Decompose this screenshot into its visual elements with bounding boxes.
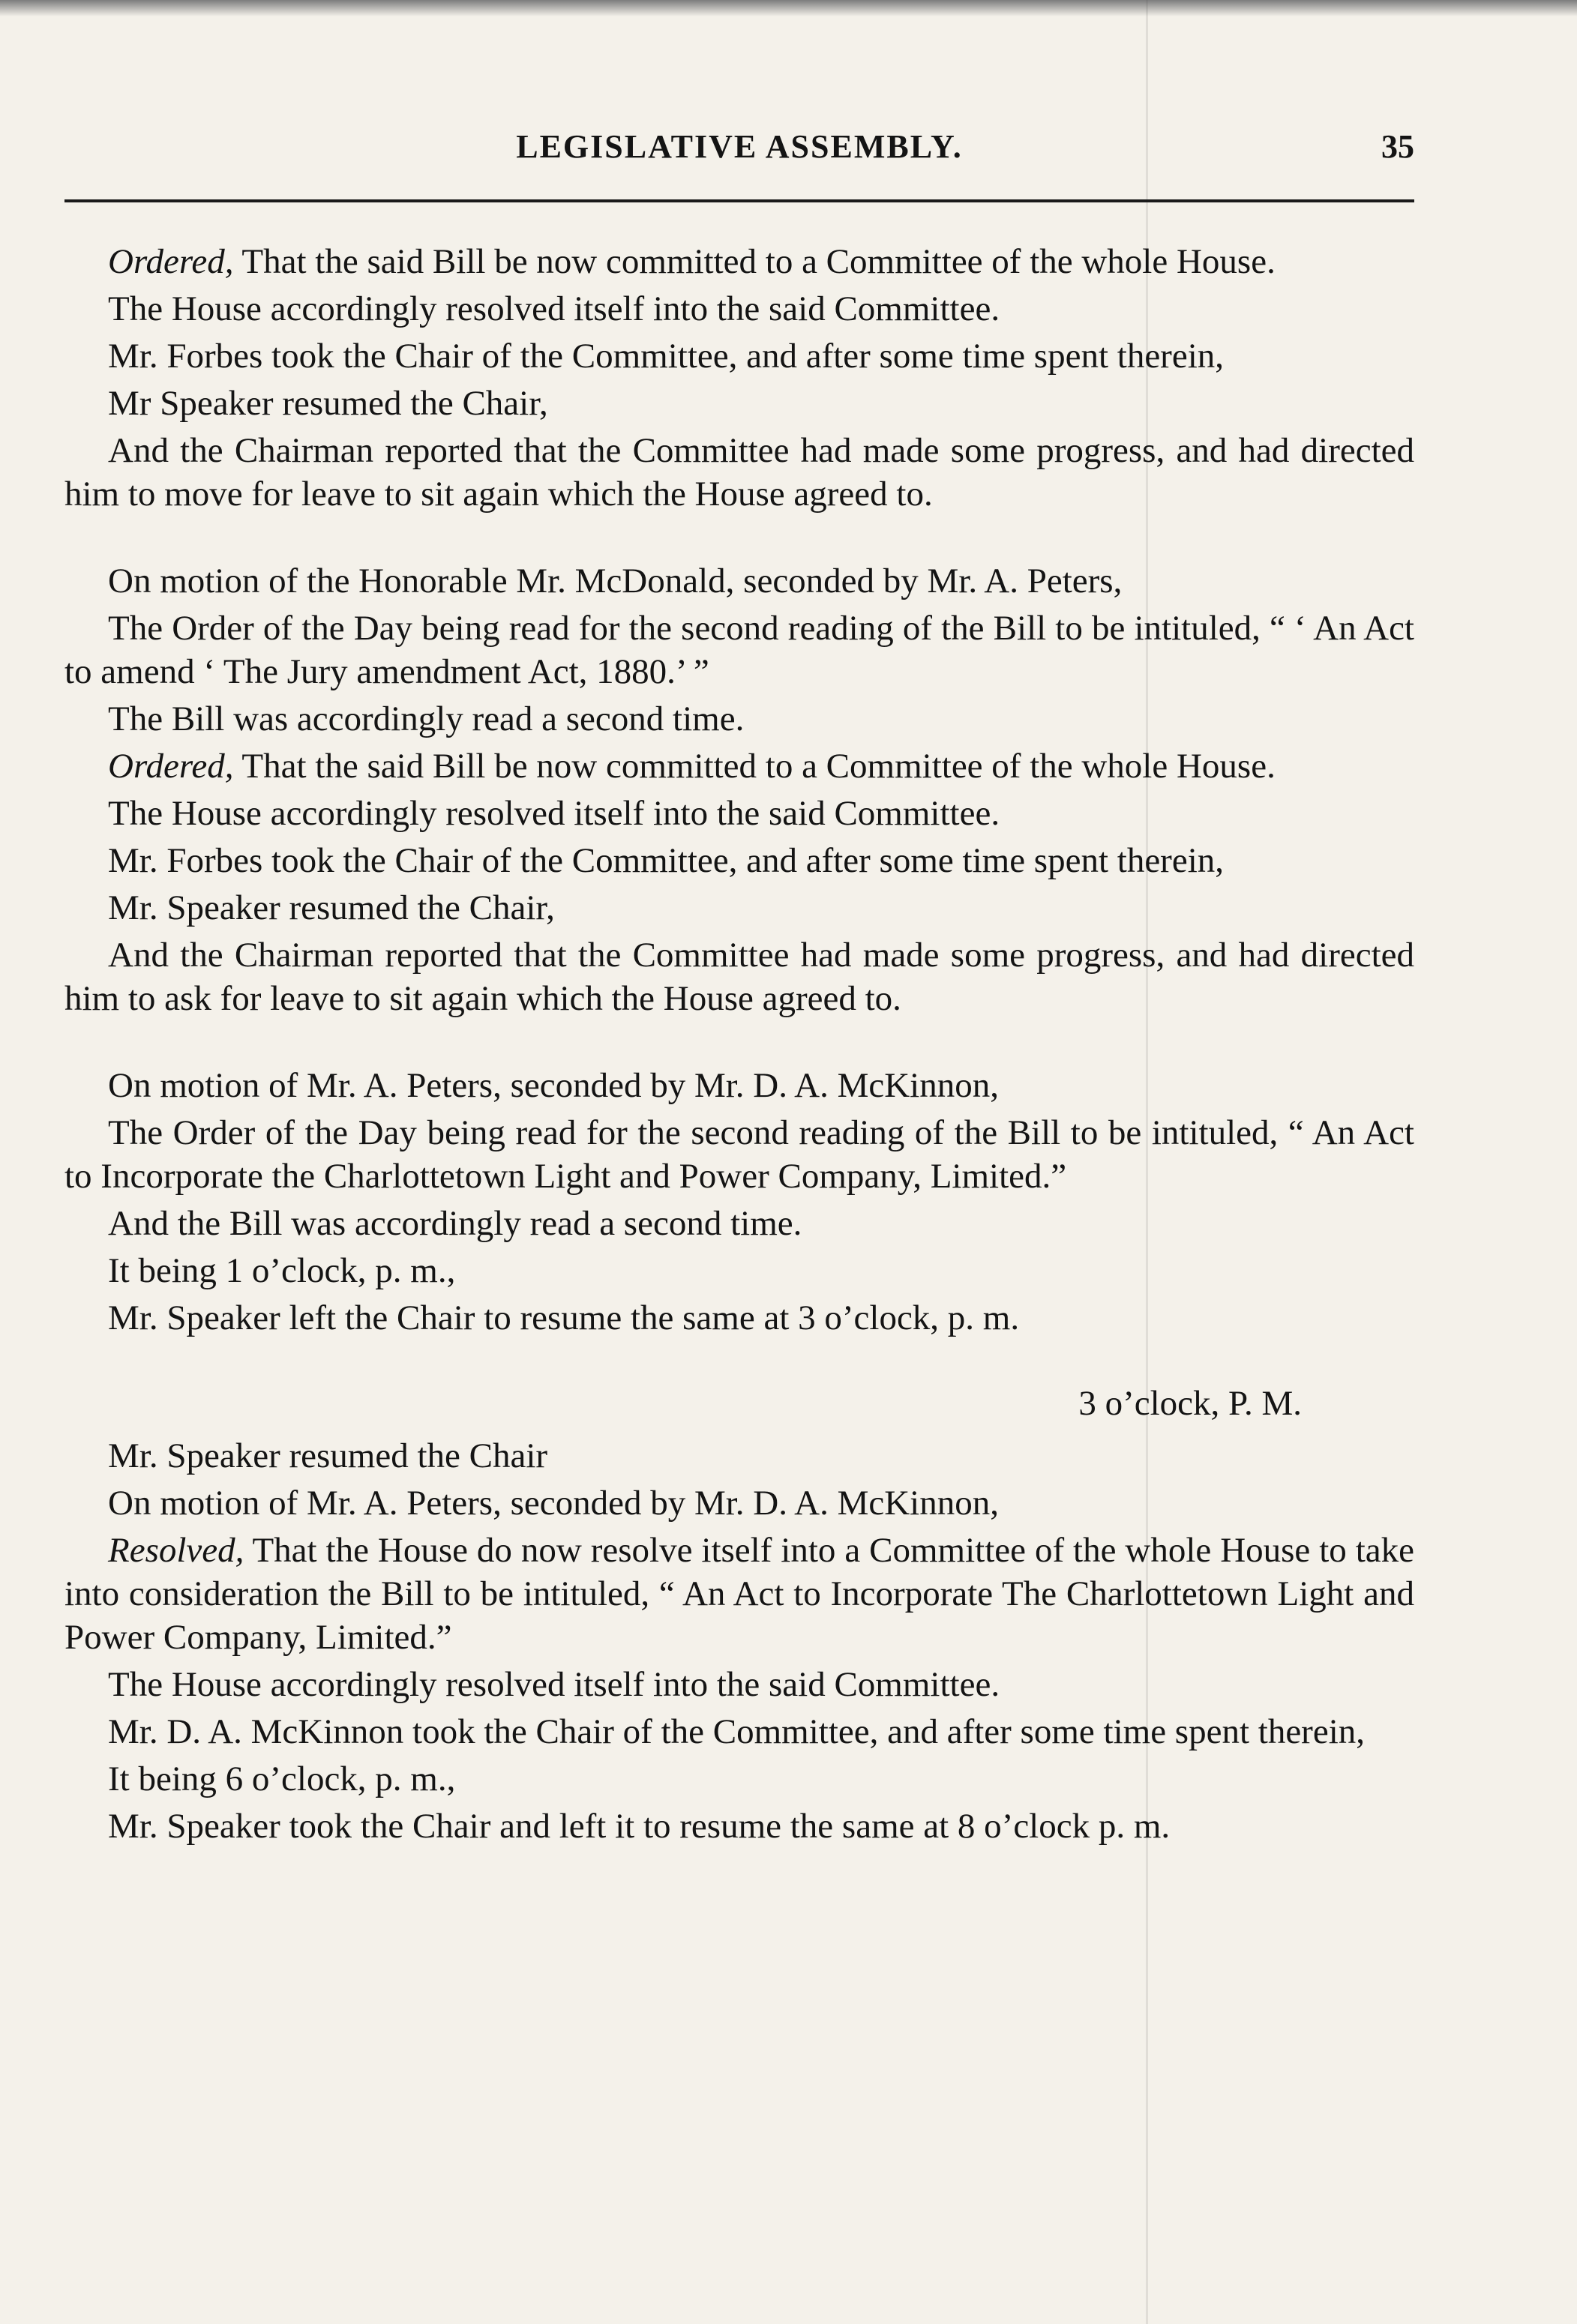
paragraph-text: And the Chairman reported that the Committee had made some progress, and had directed him to ask for leave to sit again which the House agreed to. bbox=[64, 936, 1414, 1018]
paragraph-text: On motion of Mr. A. Peters, seconded by Mr. D. A. McKinnon, bbox=[108, 1066, 999, 1105]
paragraph bbox=[64, 429, 1414, 516]
paragraph-text: Mr. Forbes took the Chair of the Committee, and after some time spent therein, bbox=[108, 337, 1225, 376]
paragraph bbox=[64, 334, 1414, 378]
paragraph-text: On motion of Mr. A. Peters, seconded by Mr. D. A. McKinnon, bbox=[108, 1484, 999, 1523]
page-number: 35 bbox=[1381, 128, 1414, 165]
paragraph-lead: Resolved, bbox=[108, 1531, 244, 1570]
paragraph-text: Mr. D. A. McKinnon took the Chair of the Committee, and after some time spent therein, bbox=[108, 1712, 1366, 1751]
paragraph bbox=[64, 1249, 1414, 1292]
paragraph bbox=[64, 697, 1414, 741]
paragraph bbox=[64, 287, 1414, 331]
paragraph-text: The Order of the Day being read for the second reading of the Bill to be intituled, “ An Act to Incorporate the Charlottetown Light and Power Company, Limited.” bbox=[64, 1113, 1414, 1196]
paragraph-text: On motion of the Honorable Mr. McDonald, seconded by Mr. A. Peters, bbox=[108, 562, 1123, 600]
paragraph bbox=[64, 886, 1414, 930]
paragraph-text: Mr. Speaker left the Chair to resume the same at 3 o’clock, p. m. bbox=[108, 1298, 1020, 1337]
paragraph-text: That the House do now resolve itself into a Committee of the whole House to take into consideration the Bill to be intituled, “ An Act to Incorporate The Charlottetown Light and Power Company, Limited.” bbox=[64, 1531, 1414, 1657]
paragraph-text: Mr. Forbes took the Chair of the Committee, and after some time spent therein, bbox=[108, 841, 1225, 880]
page-body bbox=[64, 240, 1414, 1848]
paragraph bbox=[64, 1202, 1414, 1245]
paragraph bbox=[64, 382, 1414, 425]
paragraph-lead: Ordered, bbox=[108, 242, 234, 281]
paragraph-text: The House accordingly resolved itself into the said Committee. bbox=[108, 794, 1000, 833]
paragraph bbox=[64, 606, 1414, 693]
paragraph-text: Mr. Speaker took the Chair and left it to resume the same at 8 o’clock p. m. bbox=[108, 1807, 1171, 1846]
time-label: 3 o’clock, P. M. bbox=[1078, 1384, 1302, 1423]
header-rule bbox=[64, 199, 1414, 202]
paragraph bbox=[64, 792, 1414, 835]
paragraph bbox=[64, 1757, 1414, 1801]
paragraph-text: The Order of the Day being read for the second reading of the Bill to be intituled, “ ‘ An Act to amend ‘ The Jury amendment Act, 1880.’ ” bbox=[64, 609, 1414, 691]
paragraph-text: Mr. Speaker resumed the Chair, bbox=[108, 888, 555, 927]
paragraph bbox=[64, 1064, 1414, 1107]
paragraph-text: The Bill was accordingly read a second time. bbox=[108, 699, 745, 738]
paragraph bbox=[64, 1529, 1414, 1659]
paragraph bbox=[64, 1434, 1414, 1478]
paragraph bbox=[64, 744, 1414, 788]
scan-edge bbox=[0, 0, 1577, 16]
paragraph bbox=[64, 1710, 1414, 1753]
paragraph bbox=[64, 1481, 1414, 1525]
paragraph bbox=[64, 1296, 1414, 1340]
paragraph-text: Mr. Speaker resumed the Chair bbox=[108, 1436, 548, 1475]
paragraph-text: That the said Bill be now committed to a Committee of the whole House. bbox=[233, 747, 1276, 786]
paragraph bbox=[64, 933, 1414, 1020]
paragraph bbox=[64, 240, 1414, 283]
paragraph-text: It being 1 o’clock, p. m., bbox=[108, 1251, 456, 1290]
paragraph-text: That the said Bill be now committed to a Committee of the whole House. bbox=[233, 242, 1276, 281]
paragraph bbox=[64, 1111, 1414, 1198]
paragraph bbox=[64, 1804, 1414, 1848]
paragraph bbox=[64, 839, 1414, 882]
running-title: LEGISLATIVE ASSEMBLY. bbox=[516, 128, 963, 165]
page-header bbox=[64, 120, 1414, 180]
paragraph-text: Mr Speaker resumed the Chair, bbox=[108, 384, 548, 423]
paragraph-lead: Ordered, bbox=[108, 747, 234, 786]
paragraph-text: And the Bill was accordingly read a second time. bbox=[108, 1204, 802, 1243]
paragraph bbox=[64, 1663, 1414, 1706]
paragraph bbox=[64, 559, 1414, 603]
paragraph-text: The House accordingly resolved itself into the said Committee. bbox=[108, 289, 1000, 328]
paragraph-text: It being 6 o’clock, p. m., bbox=[108, 1759, 456, 1798]
paragraph-text: The House accordingly resolved itself into the said Committee. bbox=[108, 1665, 1000, 1704]
paragraph-text: And the Chairman reported that the Committee had made some progress, and had directed him to move for leave to sit again which the House agreed to. bbox=[64, 431, 1414, 514]
